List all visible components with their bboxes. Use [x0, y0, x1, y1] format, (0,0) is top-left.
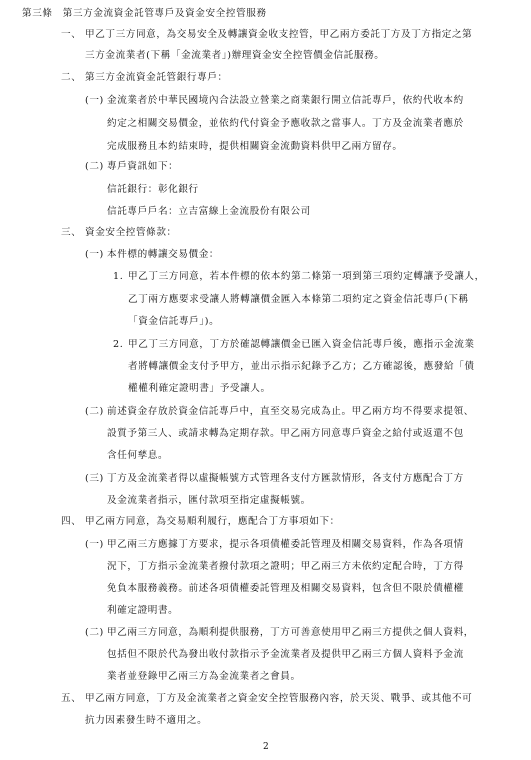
- article-title: 第三條 第三方金流資金託管專戶及資金安全控管服務: [22, 8, 267, 19]
- section-number: 五、: [61, 693, 82, 704]
- item-text: 及金流業者指示，匯付款項至指定虛擬帳號。: [107, 495, 311, 506]
- item-number: (一): [85, 249, 104, 260]
- item-text: 況下，丁方指示金流業者撥付款項之證明；甲乙兩三方未依約定配合時，丁方得: [107, 561, 464, 572]
- section-text: 三方金流業者(下稱「金流業者」)辦理資金安全控管價金信託服務。: [85, 50, 385, 61]
- item-text: 專戶資訊如下：: [107, 161, 179, 172]
- section-number: 一、: [61, 29, 82, 40]
- item-text: 利確定證明書。: [107, 605, 179, 616]
- subitem-number: 1.: [113, 271, 124, 282]
- item-text: 含任何孳息。: [107, 450, 169, 461]
- item-number: (一): [85, 95, 104, 106]
- section-text: 甲乙丁三方同意，為交易安全及轉讓資金收支控管，甲乙兩方委託丁方及丁方指定之第: [85, 29, 473, 40]
- subitem-text: 者將轉讓價金支付予甲方，並出示指示紀錄予乙方；乙方確認後，應發給「債: [128, 361, 475, 372]
- subitem-text: 甲乙丁三方同意，丁方於確認轉讓價金已匯入資金信託專戶後，應指示金流業: [128, 339, 475, 350]
- item-text: 業者並登錄甲乙兩三方為金流業者之會員。: [107, 671, 301, 682]
- subitem-text: 權權利確定證明書」予受讓人。: [128, 383, 271, 394]
- section-text: 甲乙兩方同意，為交易順利履行，應配合丁方事項如下：: [85, 516, 340, 527]
- item-number: (二): [85, 161, 104, 172]
- item-text: 丁方及金流業者得以虛擬帳號方式管理各支付方匯款情形，各支付方應配合丁方: [107, 473, 464, 484]
- item-number: (二): [85, 627, 104, 638]
- item-text: 免負本服務義務。前述各項債權委託管理及相關交易資料，包含但不限於債權權: [107, 583, 464, 594]
- item-text: 甲乙兩三方應據丁方要求，提示各項債權委託管理及相關交易資料，作為各項情: [107, 539, 464, 550]
- account-name: 信託專戶戶名：立吉富線上金流股份有限公司: [107, 206, 311, 217]
- item-text: 本件標的轉讓交易價金：: [107, 249, 220, 260]
- section-text: 抗力因素發生時不適用之。: [85, 715, 208, 726]
- section-number: 四、: [61, 516, 82, 527]
- item-text: 設質予第三人、或請求轉為定期存款。甲乙兩方同意專戶資金之給付或返還不包: [107, 428, 464, 439]
- section-text: 甲乙兩方同意，丁方及金流業者之資金安全控管服務內容，於天災、戰爭、或其他不可: [85, 693, 473, 704]
- subitem-number: 2.: [113, 339, 124, 350]
- subitem-text: 乙丁兩方應要求受讓人將轉讓價金匯入本條第二項約定之資金信託專戶(下稱: [128, 294, 469, 305]
- subitem-text: 「資金信託專戶」)。: [128, 316, 220, 327]
- section-text: 資金安全控管條款：: [85, 227, 177, 238]
- subitem-text: 甲乙丁三方同意，若本件標的依本約第二條第一項到第三項約定轉讓予受讓人，: [128, 271, 485, 282]
- item-number: (二): [85, 406, 104, 417]
- section-number: 三、: [61, 227, 82, 238]
- item-text: 約定之相關交易價金，並依約代付資金予應收款之當事人。丁方及金流業者應於: [107, 118, 464, 129]
- bank-name: 信託銀行：彰化銀行: [107, 184, 199, 195]
- item-number: (一): [85, 539, 104, 550]
- item-text: 甲乙兩三方同意，為順利提供服務，丁方可善意使用甲乙兩三方提供之個人資料，: [107, 627, 474, 638]
- item-text: 前述資金存放於資金信託專戶中，直至交易完成為止。甲乙兩方均不得要求提領、: [107, 406, 474, 417]
- page-number: 2: [263, 742, 270, 752]
- item-text: 完成服務且本約結束時，提供相關資金流動資料供甲乙兩方留存。: [107, 141, 403, 152]
- item-text: 金流業者於中華民國境內合法設立營業之商業銀行開立信託專戶，依約代收本約: [107, 95, 464, 106]
- section-number: 二、: [61, 72, 82, 83]
- section-text: 第三方金流資金託管銀行專戶：: [85, 72, 228, 83]
- item-number: (三): [85, 473, 104, 484]
- item-text: 包括但不限於代為發出收付款指示予金流業者及提供甲乙兩三方個人資料予金流: [107, 649, 464, 660]
